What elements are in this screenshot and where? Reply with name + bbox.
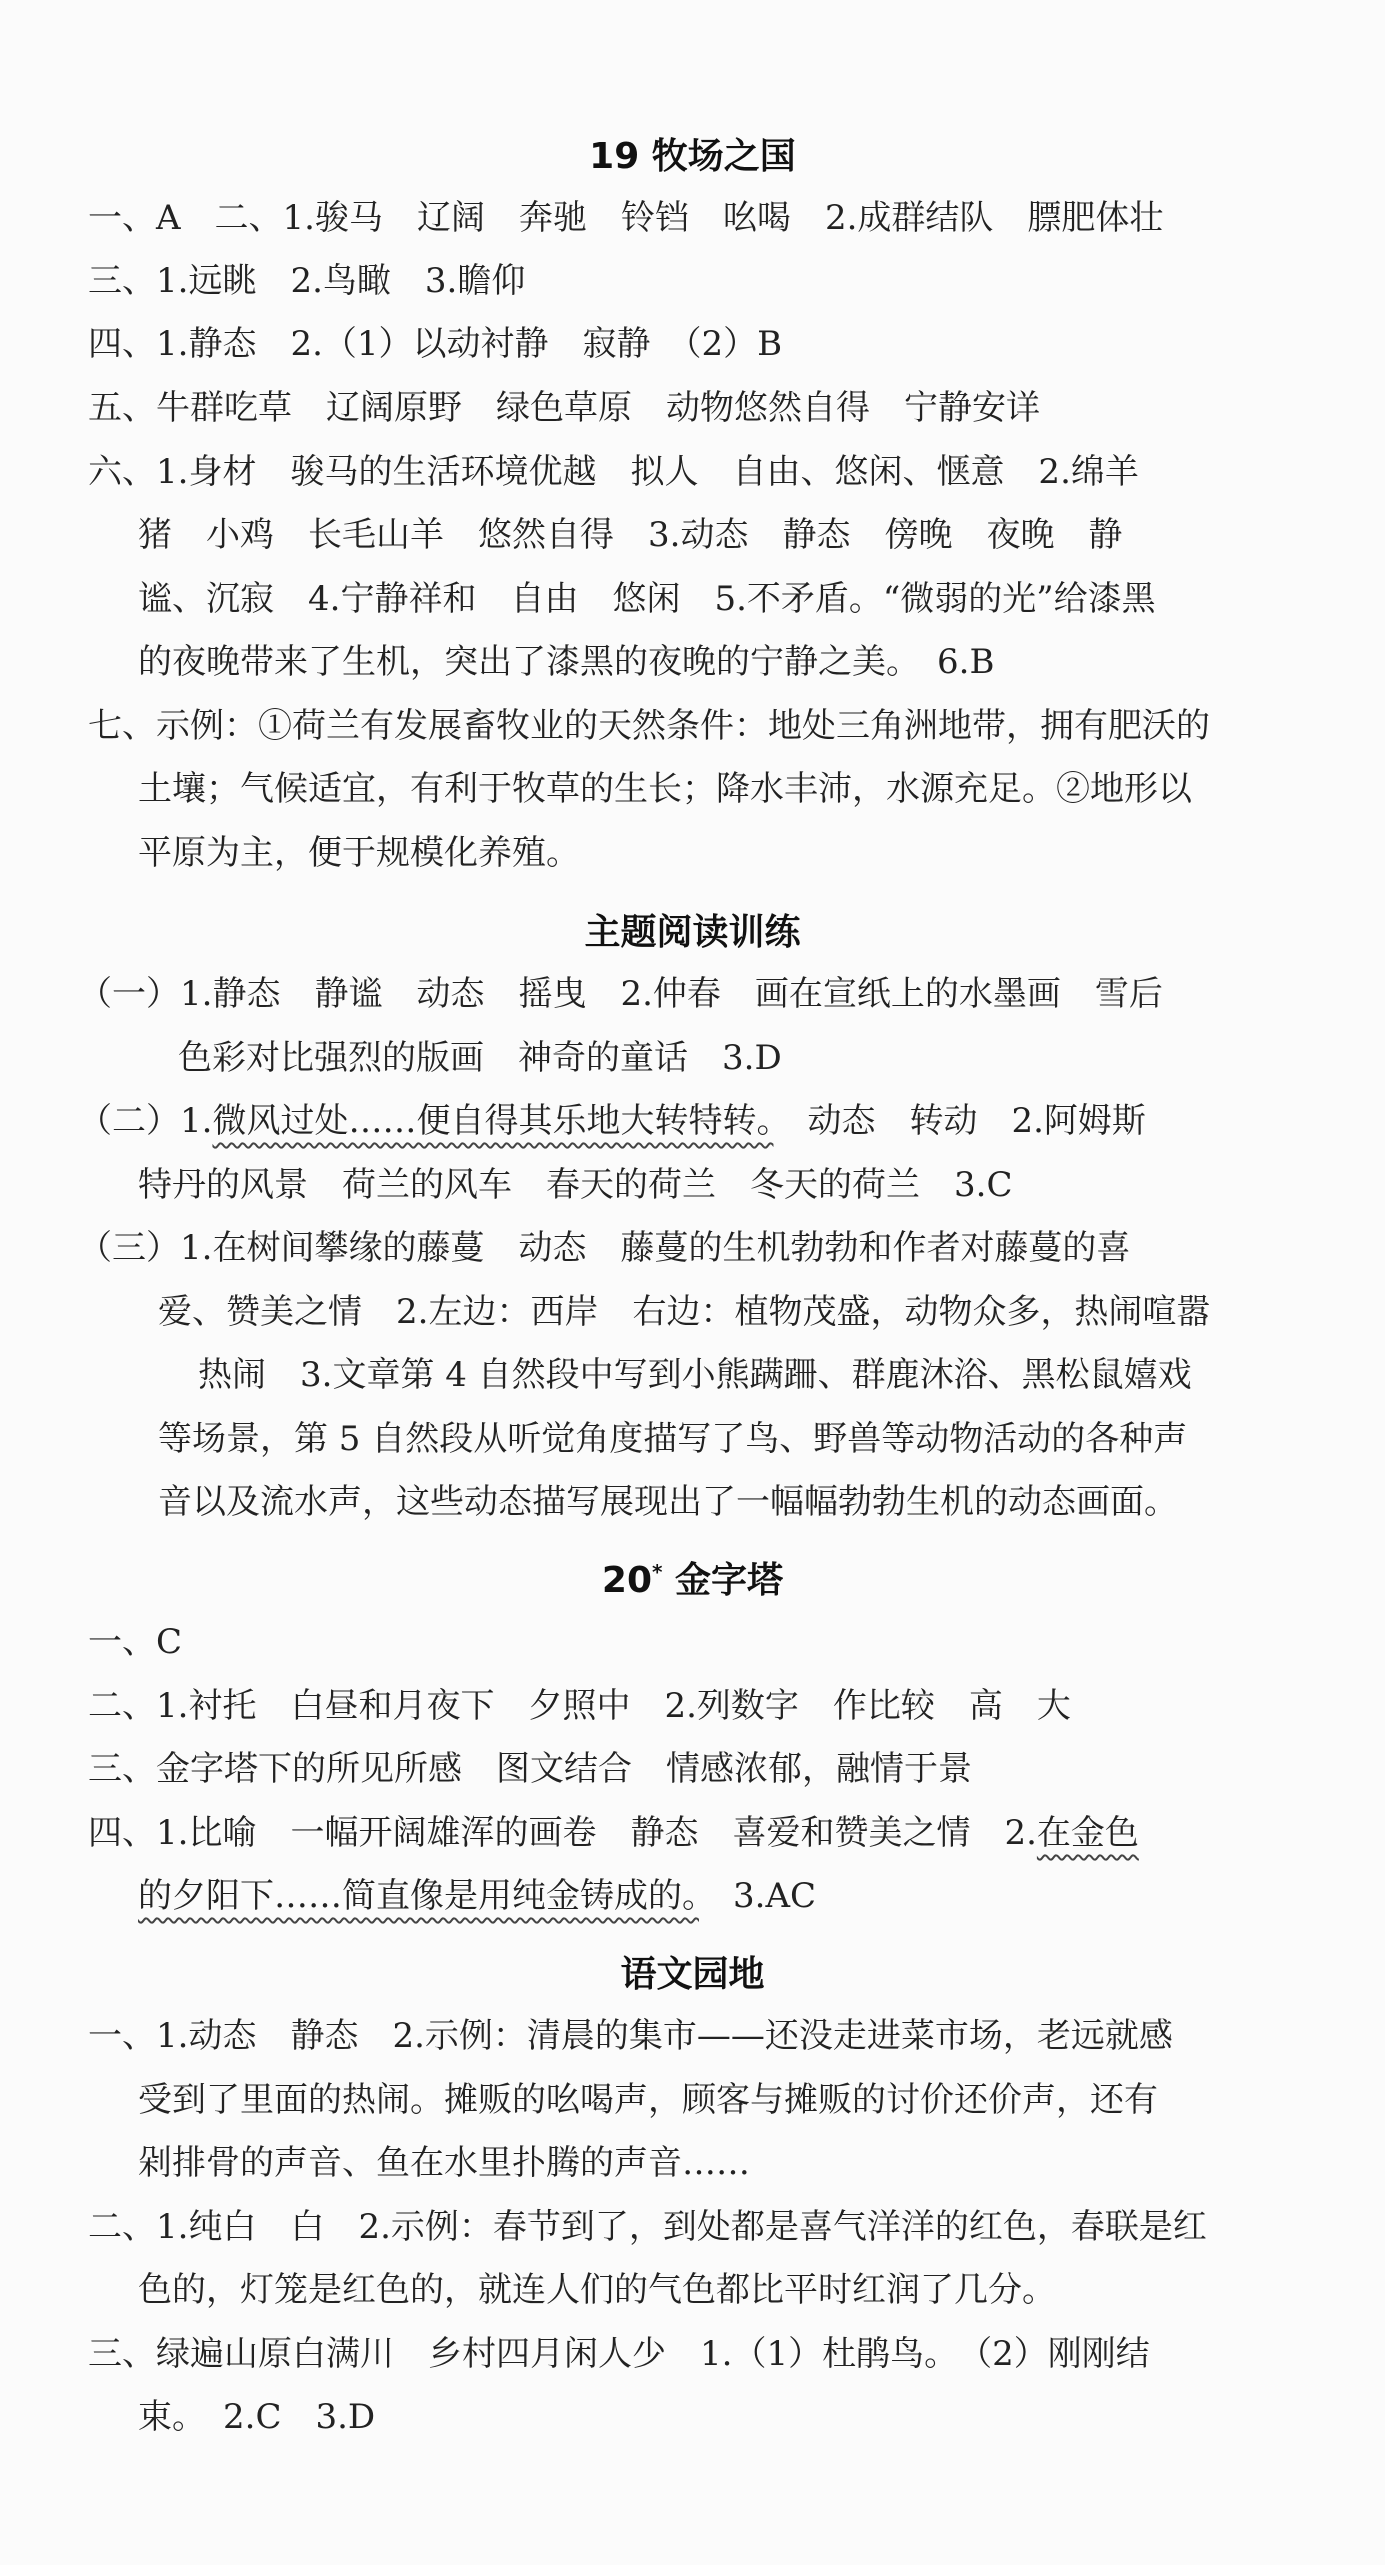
answer-line: 等场景，第 5 自然段从听觉角度描写了鸟、野兽等动物活动的各种声 [158, 1419, 1188, 1459]
answer-suffix: 3.AC [699, 1876, 817, 1916]
answer-line: 爱、赞美之情 2.左边：西岸 右边：植物茂盛，动物众多，热闹喧嚣 [158, 1292, 1211, 1332]
answer-line [88, 1811, 1139, 1855]
answer-line: 四、1.静态 2.（1）以动衬静 寂静 （2）B [88, 324, 783, 364]
section-title-garden: 语文园地 [620, 1954, 765, 1995]
answer-line: 的夜晚带来了生机，突出了漆黑的夜晚的宁静之美。 6.B [138, 642, 995, 682]
answer-line: 二、1.衬托 白昼和月夜下 夕照中 2.列数字 作比较 高 大 [88, 1686, 1071, 1726]
answer-line: 猪 小鸡 长毛山羊 悠然自得 3.动态 静态 傍晚 夜晚 静 [138, 515, 1123, 555]
quoted-sentence: 在金色 [1036, 1813, 1139, 1853]
answer-line: 土壤；气候适宜，有利于牧草的生长；降水丰沛，水源充足。②地形以 [138, 769, 1192, 809]
answer-line: 三、金字塔下的所见所感 图文结合 情感浓郁，融情于景 [88, 1749, 972, 1789]
answer-line: 五、牛群吃草 辽阔原野 绿色草原 动物悠然自得 宁静安详 [88, 388, 1040, 428]
section-title-reading: 主题阅读训练 [584, 912, 801, 953]
answer-line: 二、1.纯白 白 2.示例：春节到了，到处都是喜气洋洋的红色，春联是红 [88, 2207, 1207, 2247]
answer-line: 特丹的风景 荷兰的风车 春天的荷兰 冬天的荷兰 3.C [138, 1165, 1013, 1205]
answer-line: 色的，灯笼是红色的，就连人们的气色都比平时红润了几分。 [138, 2270, 1056, 2310]
answer-line: 束。 2.C 3.D [138, 2397, 376, 2437]
answer-line: （一）1.静态 静谧 动态 摇曳 2.仲春 画在宣纸上的水墨画 雪后 [78, 974, 1163, 1014]
title-text: 金字塔 [675, 1560, 784, 1601]
answer-line: 一、C [88, 1622, 183, 1662]
quoted-sentence: 的夕阳下……简直像是用纯金铸成的。 [138, 1876, 699, 1916]
section-title-20 [0, 1552, 1385, 1603]
answer-prefix: 四、1.比喻 一幅开阔雄浑的画卷 静态 喜爱和赞美之情 2. [88, 1813, 1037, 1853]
answer-line: 音以及流水声，这些动态描写展现出了一幅幅勃勃生机的动态画面。 [158, 1482, 1178, 1522]
answer-line: 七、示例：①荷兰有发展畜牧业的天然条件：地处三角洲地带，拥有肥沃的 [88, 706, 1210, 746]
answer-line: 平原为主，便于规模化养殖。 [138, 833, 580, 873]
answer-line [138, 1874, 816, 1918]
answer-line [78, 1099, 1146, 1143]
answer-line: 一、A 二、1.骏马 辽阔 奔驰 铃铛 吆喝 2.成群结队 膘肥体壮 [88, 198, 1164, 238]
answer-prefix: （二）1. [78, 1101, 213, 1141]
answer-line: 三、1.远眺 2.鸟瞰 3.瞻仰 [88, 261, 526, 301]
answer-line: 三、绿遍山原白满川 乡村四月闲人少 1.（1）杜鹃鸟。 （2）刚刚结 [88, 2334, 1150, 2374]
title-number: 20 [601, 1560, 653, 1601]
answer-line: （三）1.在树间攀缘的藤蔓 动态 藤蔓的生机勃勃和作者对藤蔓的喜 [78, 1228, 1131, 1268]
title-star: * [652, 1560, 663, 1584]
answer-line: 一、1.动态 静态 2.示例：清晨的集市——还没走进菜市场，老远就感 [88, 2016, 1173, 2056]
answer-line: 热闹 3.文章第 4 自然段中写到小熊蹒跚、群鹿沐浴、黑松鼠嬉戏 [198, 1355, 1192, 1395]
answer-line: 受到了里面的热闹。摊贩的吆喝声，顾客与摊贩的讨价还价声，还有 [138, 2080, 1158, 2120]
section-title-19: 19 牧场之国 [589, 136, 796, 177]
answer-line: 剁排骨的声音、鱼在水里扑腾的声音…… [138, 2143, 750, 2183]
answer-line: 谧、沉寂 4.宁静祥和 自由 悠闲 5.不矛盾。“微弱的光”给漆黑 [138, 579, 1156, 619]
answer-line: 六、1.身材 骏马的生活环境优越 拟人 自由、悠闲、惬意 2.绵羊 [88, 452, 1139, 492]
quoted-sentence: 微风过处……便自得其乐地大转特转。 [212, 1101, 774, 1141]
answer-line: 色彩对比强烈的版画 神奇的童话 3.D [178, 1038, 782, 1078]
answer-suffix: 动态 转动 2.阿姆斯 [773, 1101, 1146, 1141]
